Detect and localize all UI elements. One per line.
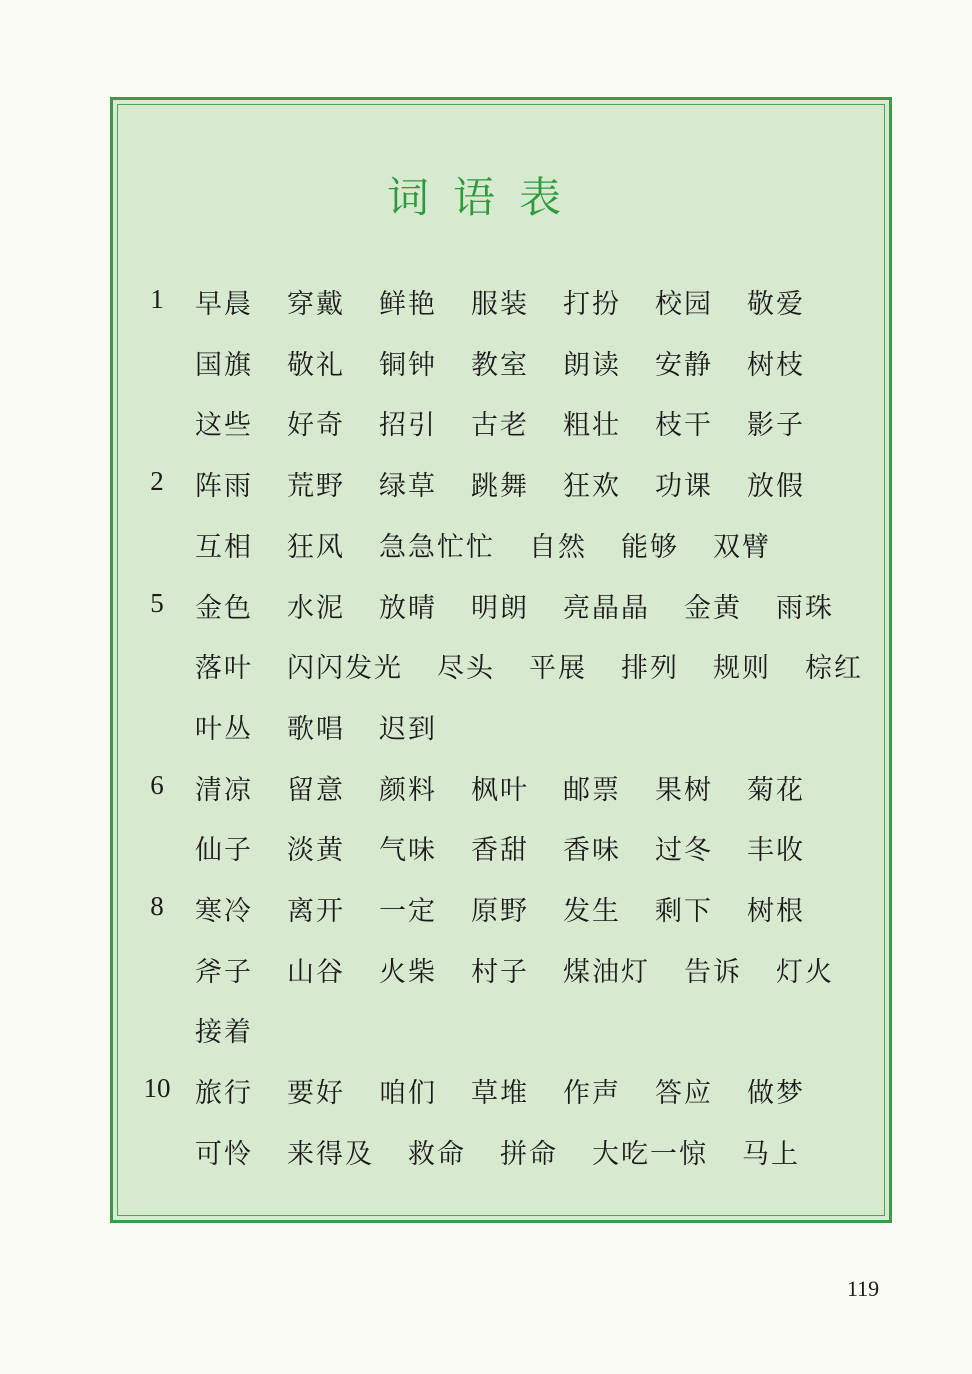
vocabulary-word: 阵雨 bbox=[195, 471, 253, 503]
vocabulary-word: 明朗 bbox=[471, 592, 529, 624]
vocabulary-word: 发生 bbox=[563, 896, 621, 927]
vocabulary-word: 铜钟 bbox=[379, 349, 437, 381]
vocabulary-word: 果树 bbox=[655, 774, 713, 806]
vocabulary-word: 邮票 bbox=[563, 774, 621, 806]
vocabulary-word: 答应 bbox=[655, 1078, 713, 1110]
vocabulary-word: 灯火 bbox=[776, 956, 834, 988]
vocabulary-word: 火柴 bbox=[379, 956, 437, 988]
vocabulary-line bbox=[0, 768, 972, 808]
vocabulary-word: 国旗 bbox=[195, 349, 253, 381]
vocabulary-word: 迟到 bbox=[379, 713, 437, 745]
vocabulary-word: 招引 bbox=[379, 410, 437, 442]
vocabulary-word: 拼命 bbox=[500, 1138, 558, 1170]
vocabulary-word: 大吃一惊 bbox=[592, 1138, 708, 1170]
vocabulary-word: 清凉 bbox=[195, 774, 253, 806]
vocabulary-word: 好奇 bbox=[287, 410, 345, 442]
vocabulary-word: 树枝 bbox=[747, 349, 805, 381]
vocabulary-word: 服装 bbox=[471, 289, 529, 320]
vocabulary-word: 丰收 bbox=[747, 835, 805, 867]
vocabulary-line bbox=[0, 282, 972, 322]
vocabulary-word: 气味 bbox=[379, 835, 437, 867]
vocabulary-line bbox=[0, 403, 972, 443]
lesson-number: 2 bbox=[150, 466, 164, 497]
vocabulary-word: 闪闪发光 bbox=[287, 653, 403, 685]
lesson-number: 8 bbox=[150, 891, 164, 921]
vocabulary-word: 自然 bbox=[529, 531, 587, 563]
vocabulary-word: 山谷 bbox=[287, 956, 345, 988]
vocabulary-word: 菊花 bbox=[747, 774, 805, 806]
vocabulary-word: 来得及 bbox=[287, 1138, 374, 1170]
vocabulary-word: 排列 bbox=[621, 653, 679, 685]
vocabulary-word: 教室 bbox=[471, 349, 529, 381]
vocabulary-line bbox=[0, 646, 972, 686]
vocabulary-word: 落叶 bbox=[195, 653, 253, 685]
vocabulary-word: 要好 bbox=[287, 1078, 345, 1110]
vocabulary-word: 亮晶晶 bbox=[563, 592, 650, 624]
lesson-number: 10 bbox=[143, 1073, 171, 1104]
vocabulary-word: 咱们 bbox=[379, 1078, 437, 1110]
vocabulary-word: 绿草 bbox=[379, 471, 437, 503]
vocabulary-line bbox=[0, 707, 972, 747]
vocabulary-word: 煤油灯 bbox=[563, 956, 650, 988]
vocabulary-word: 棕红 bbox=[805, 653, 863, 685]
vocabulary-word: 平展 bbox=[529, 653, 587, 685]
vocabulary-word: 能够 bbox=[621, 531, 679, 563]
vocabulary-line bbox=[0, 889, 972, 929]
vocabulary-word: 放假 bbox=[747, 471, 805, 503]
vocabulary-line bbox=[0, 343, 972, 383]
vocabulary-word: 这些 bbox=[195, 410, 253, 442]
vocabulary-word: 剩下 bbox=[655, 896, 713, 927]
vocabulary-word: 金色 bbox=[195, 592, 253, 624]
vocabulary-word: 离开 bbox=[287, 896, 345, 927]
vocabulary-word: 金黄 bbox=[684, 592, 742, 624]
vocabulary-word: 尽头 bbox=[437, 653, 495, 685]
vocabulary-word: 互相 bbox=[195, 531, 253, 563]
vocabulary-word: 校园 bbox=[655, 289, 713, 320]
vocabulary-word: 枝干 bbox=[655, 410, 713, 442]
vocabulary-line bbox=[0, 950, 972, 990]
vocabulary-word: 淡黄 bbox=[287, 835, 345, 867]
vocabulary-word: 香甜 bbox=[471, 835, 529, 867]
vocabulary-word: 雨珠 bbox=[776, 592, 834, 624]
vocabulary-word: 一定 bbox=[379, 896, 437, 927]
vocabulary-word: 仙子 bbox=[195, 835, 253, 867]
vocabulary-word: 寒冷 bbox=[195, 896, 253, 927]
vocabulary-word: 可怜 bbox=[195, 1138, 253, 1170]
lesson-number: 5 bbox=[150, 587, 164, 618]
vocabulary-line bbox=[0, 1071, 972, 1111]
vocabulary-word: 打扮 bbox=[563, 289, 621, 320]
vocabulary-word: 早晨 bbox=[195, 289, 253, 320]
vocabulary-line bbox=[0, 464, 972, 504]
vocabulary-word: 急急忙忙 bbox=[379, 531, 495, 563]
vocabulary-word: 狂风 bbox=[287, 531, 345, 563]
vocabulary-word: 敬礼 bbox=[287, 349, 345, 381]
vocabulary-word: 规则 bbox=[713, 653, 771, 685]
vocabulary-word: 安静 bbox=[655, 349, 713, 381]
vocabulary-word: 告诉 bbox=[684, 956, 742, 988]
vocabulary-word: 功课 bbox=[655, 471, 713, 503]
vocabulary-word: 歌唱 bbox=[287, 713, 345, 745]
vocabulary-word: 敬爱 bbox=[747, 289, 805, 320]
vocabulary-word: 放晴 bbox=[379, 592, 437, 624]
vocabulary-word: 朗读 bbox=[563, 349, 621, 381]
vocabulary-word: 旅行 bbox=[195, 1078, 253, 1110]
vocabulary-word: 粗壮 bbox=[563, 410, 621, 442]
vocabulary-word: 影子 bbox=[747, 410, 805, 442]
vocabulary-word: 斧子 bbox=[195, 956, 253, 988]
vocabulary-line bbox=[0, 525, 972, 565]
vocabulary-word: 树根 bbox=[747, 896, 805, 927]
vocabulary-word: 原野 bbox=[471, 896, 529, 927]
vocabulary-word: 马上 bbox=[742, 1138, 800, 1170]
page-number: 119 bbox=[847, 1276, 880, 1301]
vocabulary-word: 留意 bbox=[287, 774, 345, 806]
vocabulary-word: 古老 bbox=[471, 410, 529, 442]
vocabulary-word: 香味 bbox=[563, 835, 621, 867]
vocabulary-word: 枫叶 bbox=[471, 774, 529, 806]
vocabulary-word: 荒野 bbox=[287, 471, 345, 503]
vocabulary-line bbox=[0, 1132, 972, 1172]
vocabulary-word: 草堆 bbox=[471, 1078, 529, 1110]
vocabulary-word: 跳舞 bbox=[471, 471, 529, 503]
vocabulary-word: 穿戴 bbox=[287, 289, 345, 320]
vocabulary-line bbox=[0, 586, 972, 626]
lesson-number: 1 bbox=[150, 284, 164, 314]
vocabulary-word: 叶丛 bbox=[195, 713, 253, 745]
vocabulary-word: 村子 bbox=[471, 956, 529, 988]
vocabulary-word: 颜料 bbox=[379, 774, 437, 806]
vocabulary-line bbox=[0, 828, 972, 868]
vocabulary-word: 狂欢 bbox=[563, 471, 621, 503]
vocabulary-word: 双臂 bbox=[713, 531, 771, 563]
page-title: 词语表 bbox=[386, 173, 585, 222]
vocabulary-word: 作声 bbox=[563, 1078, 621, 1110]
vocabulary-word: 做梦 bbox=[747, 1078, 805, 1110]
vocabulary-line bbox=[0, 1010, 972, 1050]
vocabulary-word: 接着 bbox=[195, 1017, 253, 1049]
vocabulary-word: 鲜艳 bbox=[379, 289, 437, 320]
vocabulary-word: 过冬 bbox=[655, 835, 713, 867]
vocabulary-word: 水泥 bbox=[287, 592, 345, 624]
vocabulary-word: 救命 bbox=[408, 1138, 466, 1170]
lesson-number: 6 bbox=[150, 769, 164, 800]
